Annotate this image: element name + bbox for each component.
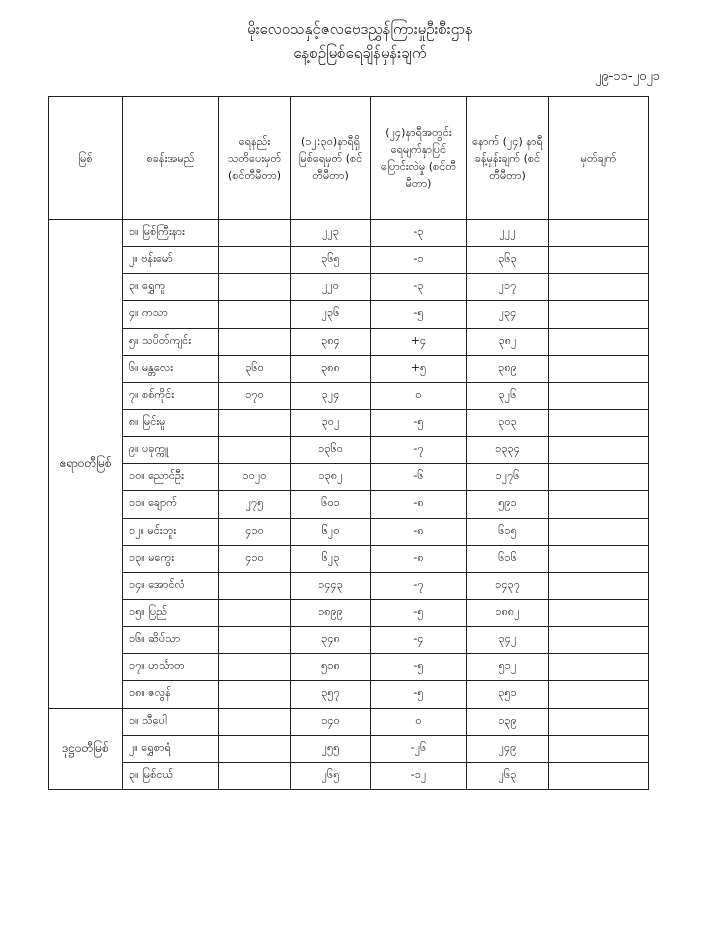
remark-cell — [549, 708, 649, 735]
remark-cell — [549, 681, 649, 708]
level-change-cell: -၅ — [371, 599, 467, 626]
remark-cell — [549, 437, 649, 464]
water-level-cell: ၅၁၈ — [291, 654, 371, 681]
forecast-cell: ၁၃၉ — [467, 708, 549, 735]
water-level-cell: ၁၈၉၉ — [291, 599, 371, 626]
level-change-cell: ၀ — [371, 708, 467, 735]
level-change-cell: ၀ — [371, 382, 467, 409]
column-header-warning-level: ရေနည်း သတိပေးမှတ် (စင်တီမီတာ) — [219, 97, 291, 220]
level-change-cell: +၅ — [371, 355, 467, 382]
station-name: ၉။ ပခုက္ကူ — [123, 437, 219, 464]
warning-level-cell: ၁၀၂၀ — [219, 464, 291, 491]
remark-cell — [549, 220, 649, 247]
table-row — [49, 382, 649, 409]
forecast-cell: ၃၂၆ — [467, 382, 549, 409]
remark-cell — [549, 464, 649, 491]
warning-level-cell: ၁၇၀ — [219, 382, 291, 409]
forecast-cell: ၅၉၁ — [467, 491, 549, 518]
table-row — [49, 491, 649, 518]
water-level-cell: ၁၃၈၂ — [291, 464, 371, 491]
forecast-cell: ၅၁၂ — [467, 654, 549, 681]
river-name: ဧရာဝတီမြစ် — [49, 220, 123, 709]
water-level-cell: ၃၀၂ — [291, 409, 371, 436]
table-row — [49, 627, 649, 654]
station-name: ၁၃။ မကွေး — [123, 545, 219, 572]
station-name: ၇။ စစ်ကိုင်း — [123, 382, 219, 409]
warning-level-cell: ၄၁၀ — [219, 518, 291, 545]
station-name: ၂။ ဗန်းမော် — [123, 247, 219, 274]
table-row — [49, 220, 649, 247]
forecast-cell: ၃၈၉ — [467, 355, 549, 382]
forecast-cell: ၂၁၇ — [467, 274, 549, 301]
table-row — [49, 328, 649, 355]
water-level-cell: ၁၄၄၃ — [291, 572, 371, 599]
warning-level-cell — [219, 762, 291, 789]
remark-cell — [549, 355, 649, 382]
agency-title: မိုးလေဝသနှင့်ဇလဗေဒညွှန်ကြားမှုဦးစီးဌာန — [247, 20, 473, 38]
table-row — [49, 409, 649, 436]
water-level-cell: ၃၄၈ — [291, 627, 371, 654]
table-row — [49, 437, 649, 464]
water-level-cell: ၃၆၅ — [291, 247, 371, 274]
warning-level-cell — [219, 301, 291, 328]
station-name: ၂။ ရွှေစာရံ — [123, 735, 219, 762]
forecast-cell: ၂၄၉ — [467, 735, 549, 762]
remark-cell — [549, 491, 649, 518]
forecast-cell: ၃၅၁ — [467, 681, 549, 708]
forecast-cell: ၃၈၂ — [467, 328, 549, 355]
level-change-cell: -၇ — [371, 572, 467, 599]
warning-level-cell — [219, 681, 291, 708]
warning-level-cell — [219, 599, 291, 626]
table-row — [49, 464, 649, 491]
report-title: နေ့စဉ်မြစ်ရေချိန်မှန်းချက် — [293, 44, 427, 62]
warning-level-cell — [219, 247, 291, 274]
water-level-cell: ၆၀၁ — [291, 491, 371, 518]
table-row — [49, 599, 649, 626]
forecast-cell: ၁၂၇၆ — [467, 464, 549, 491]
warning-level-cell — [219, 328, 291, 355]
table-row — [49, 708, 649, 735]
station-name: ၁၅။ ပြည် — [123, 599, 219, 626]
remark-cell — [549, 545, 649, 572]
warning-level-cell: ၄၁၀ — [219, 545, 291, 572]
column-header-level-change: (၂၄)နာရီအတွင်း ရေမျက်နှာပြင် ပြောင်းလဲမှု (စင်တီမီတာ) — [371, 97, 467, 220]
warning-level-cell — [219, 735, 291, 762]
table-row — [49, 735, 649, 762]
level-change-cell: +၄ — [371, 328, 467, 355]
forecast-cell: ၃၄၂ — [467, 627, 549, 654]
water-level-cell: ၃၂၄ — [291, 382, 371, 409]
remark-cell — [549, 409, 649, 436]
level-change-cell: -၅ — [371, 409, 467, 436]
level-change-cell: -၂၆ — [371, 735, 467, 762]
table-row — [49, 355, 649, 382]
water-level-cell: ၂၂၀ — [291, 274, 371, 301]
station-name: ၁။ သီပေါ — [123, 708, 219, 735]
station-name: ၃။ ရွှေကူ — [123, 274, 219, 301]
water-level-cell: ၆၂၃ — [291, 545, 371, 572]
column-header-station: စခန်းအမည် — [123, 97, 219, 220]
warning-level-cell — [219, 627, 291, 654]
warning-level-cell — [219, 437, 291, 464]
station-name: ၁၆။ ဆိပ်သာ — [123, 627, 219, 654]
column-header-river: မြစ် — [49, 97, 123, 220]
level-change-cell: -၃ — [371, 274, 467, 301]
remark-cell — [549, 572, 649, 599]
forecast-cell: ၆၁၆ — [467, 545, 549, 572]
header-row — [49, 97, 649, 220]
water-level-cell: ၂၂၃ — [291, 220, 371, 247]
warning-level-cell — [219, 220, 291, 247]
level-change-cell: -၄ — [371, 627, 467, 654]
station-name: ၁၈။ ဇလွန် — [123, 681, 219, 708]
level-change-cell: -၈ — [371, 518, 467, 545]
water-level-cell: ၃၈၈ — [291, 355, 371, 382]
level-change-cell: -၁ — [371, 247, 467, 274]
level-change-cell: -၃ — [371, 220, 467, 247]
water-level-cell: ၂၃၆ — [291, 301, 371, 328]
level-change-cell: -၈ — [371, 491, 467, 518]
forecast-cell: ၁၄၃၇ — [467, 572, 549, 599]
level-change-cell: -၅ — [371, 301, 467, 328]
water-level-cell: ၆၂၀ — [291, 518, 371, 545]
table-row — [49, 654, 649, 681]
remark-cell — [549, 735, 649, 762]
warning-level-cell — [219, 572, 291, 599]
remark-cell — [549, 274, 649, 301]
table-row — [49, 518, 649, 545]
water-level-cell: ၂၅၅ — [291, 735, 371, 762]
level-change-cell: -၅ — [371, 654, 467, 681]
table-row — [49, 301, 649, 328]
remark-cell — [549, 518, 649, 545]
water-level-cell: ၃၈၄ — [291, 328, 371, 355]
station-name: ၈။ မြင်းမူ — [123, 409, 219, 436]
river-name: ဒုဋ္ဌဝတီမြစ် — [49, 708, 123, 789]
forecast-cell: ၁၈၈၂ — [467, 599, 549, 626]
remark-cell — [549, 762, 649, 789]
table-row — [49, 274, 649, 301]
water-level-cell: ၂၆၅ — [291, 762, 371, 789]
station-name: ၁၇။ ဟင်္သာတ — [123, 654, 219, 681]
water-level-cell: ၁၄၀ — [291, 708, 371, 735]
warning-level-cell — [219, 274, 291, 301]
remark-cell — [549, 654, 649, 681]
water-level-cell: ၃၅၇ — [291, 681, 371, 708]
forecast-cell: ၆၁၅ — [467, 518, 549, 545]
warning-level-cell — [219, 708, 291, 735]
table-body — [49, 220, 649, 790]
forecast-cell: ၁၃၃၄ — [467, 437, 549, 464]
column-header-water-level: (၁၂:၃၀)နာရီရှိ မြစ်ရေမှတ် (စင်တီမီတာ) — [291, 97, 371, 220]
forecast-cell: ၂၃၄ — [467, 301, 549, 328]
warning-level-cell — [219, 409, 291, 436]
table-row — [49, 247, 649, 274]
warning-level-cell: ၃၆၀ — [219, 355, 291, 382]
warning-level-cell — [219, 654, 291, 681]
level-change-cell: -၆ — [371, 464, 467, 491]
level-change-cell: -၁၂ — [371, 762, 467, 789]
level-change-cell: -၈ — [371, 545, 467, 572]
station-name: ၁၄။ အောင်လံ — [123, 572, 219, 599]
station-name: ၁၂။ မင်းဘူး — [123, 518, 219, 545]
remark-cell — [549, 328, 649, 355]
station-name: ၁၁။ ချောက် — [123, 491, 219, 518]
column-header-remarks: မှတ်ချက် — [549, 97, 649, 220]
forecast-cell: ၃၀၃ — [467, 409, 549, 436]
warning-level-cell: ၂၇၅ — [219, 491, 291, 518]
remark-cell — [549, 301, 649, 328]
river-level-table — [48, 96, 649, 790]
column-header-forecast: နောက် (၂၄) နာရီ ခန့်မှန်းချက် (စင်တီမီတာ) — [467, 97, 549, 220]
station-name: ၄။ ကသာ — [123, 301, 219, 328]
report-date: ၂၉-၁၁-၂၀၂၁ — [594, 69, 660, 84]
station-name: ၃။ မြစ်ငယ် — [123, 762, 219, 789]
remark-cell — [549, 599, 649, 626]
station-name: ၆။ မန္တလေး — [123, 355, 219, 382]
table-row — [49, 545, 649, 572]
forecast-cell: ၂၆၃ — [467, 762, 549, 789]
table-row — [49, 681, 649, 708]
remark-cell — [549, 382, 649, 409]
level-change-cell: -၇ — [371, 437, 467, 464]
forecast-cell: ၃၆၃ — [467, 247, 549, 274]
station-name: ၁။ မြစ်ကြီးနား — [123, 220, 219, 247]
table-row — [49, 762, 649, 789]
remark-cell — [549, 627, 649, 654]
remark-cell — [549, 247, 649, 274]
station-name: ၁၀။ ညောင်ဦး — [123, 464, 219, 491]
level-change-cell: -၅ — [371, 681, 467, 708]
forecast-cell: ၂၂၂ — [467, 220, 549, 247]
water-level-cell: ၁၃၆၀ — [291, 437, 371, 464]
table-row — [49, 572, 649, 599]
station-name: ၅။ သပိတ်ကျင်း — [123, 328, 219, 355]
